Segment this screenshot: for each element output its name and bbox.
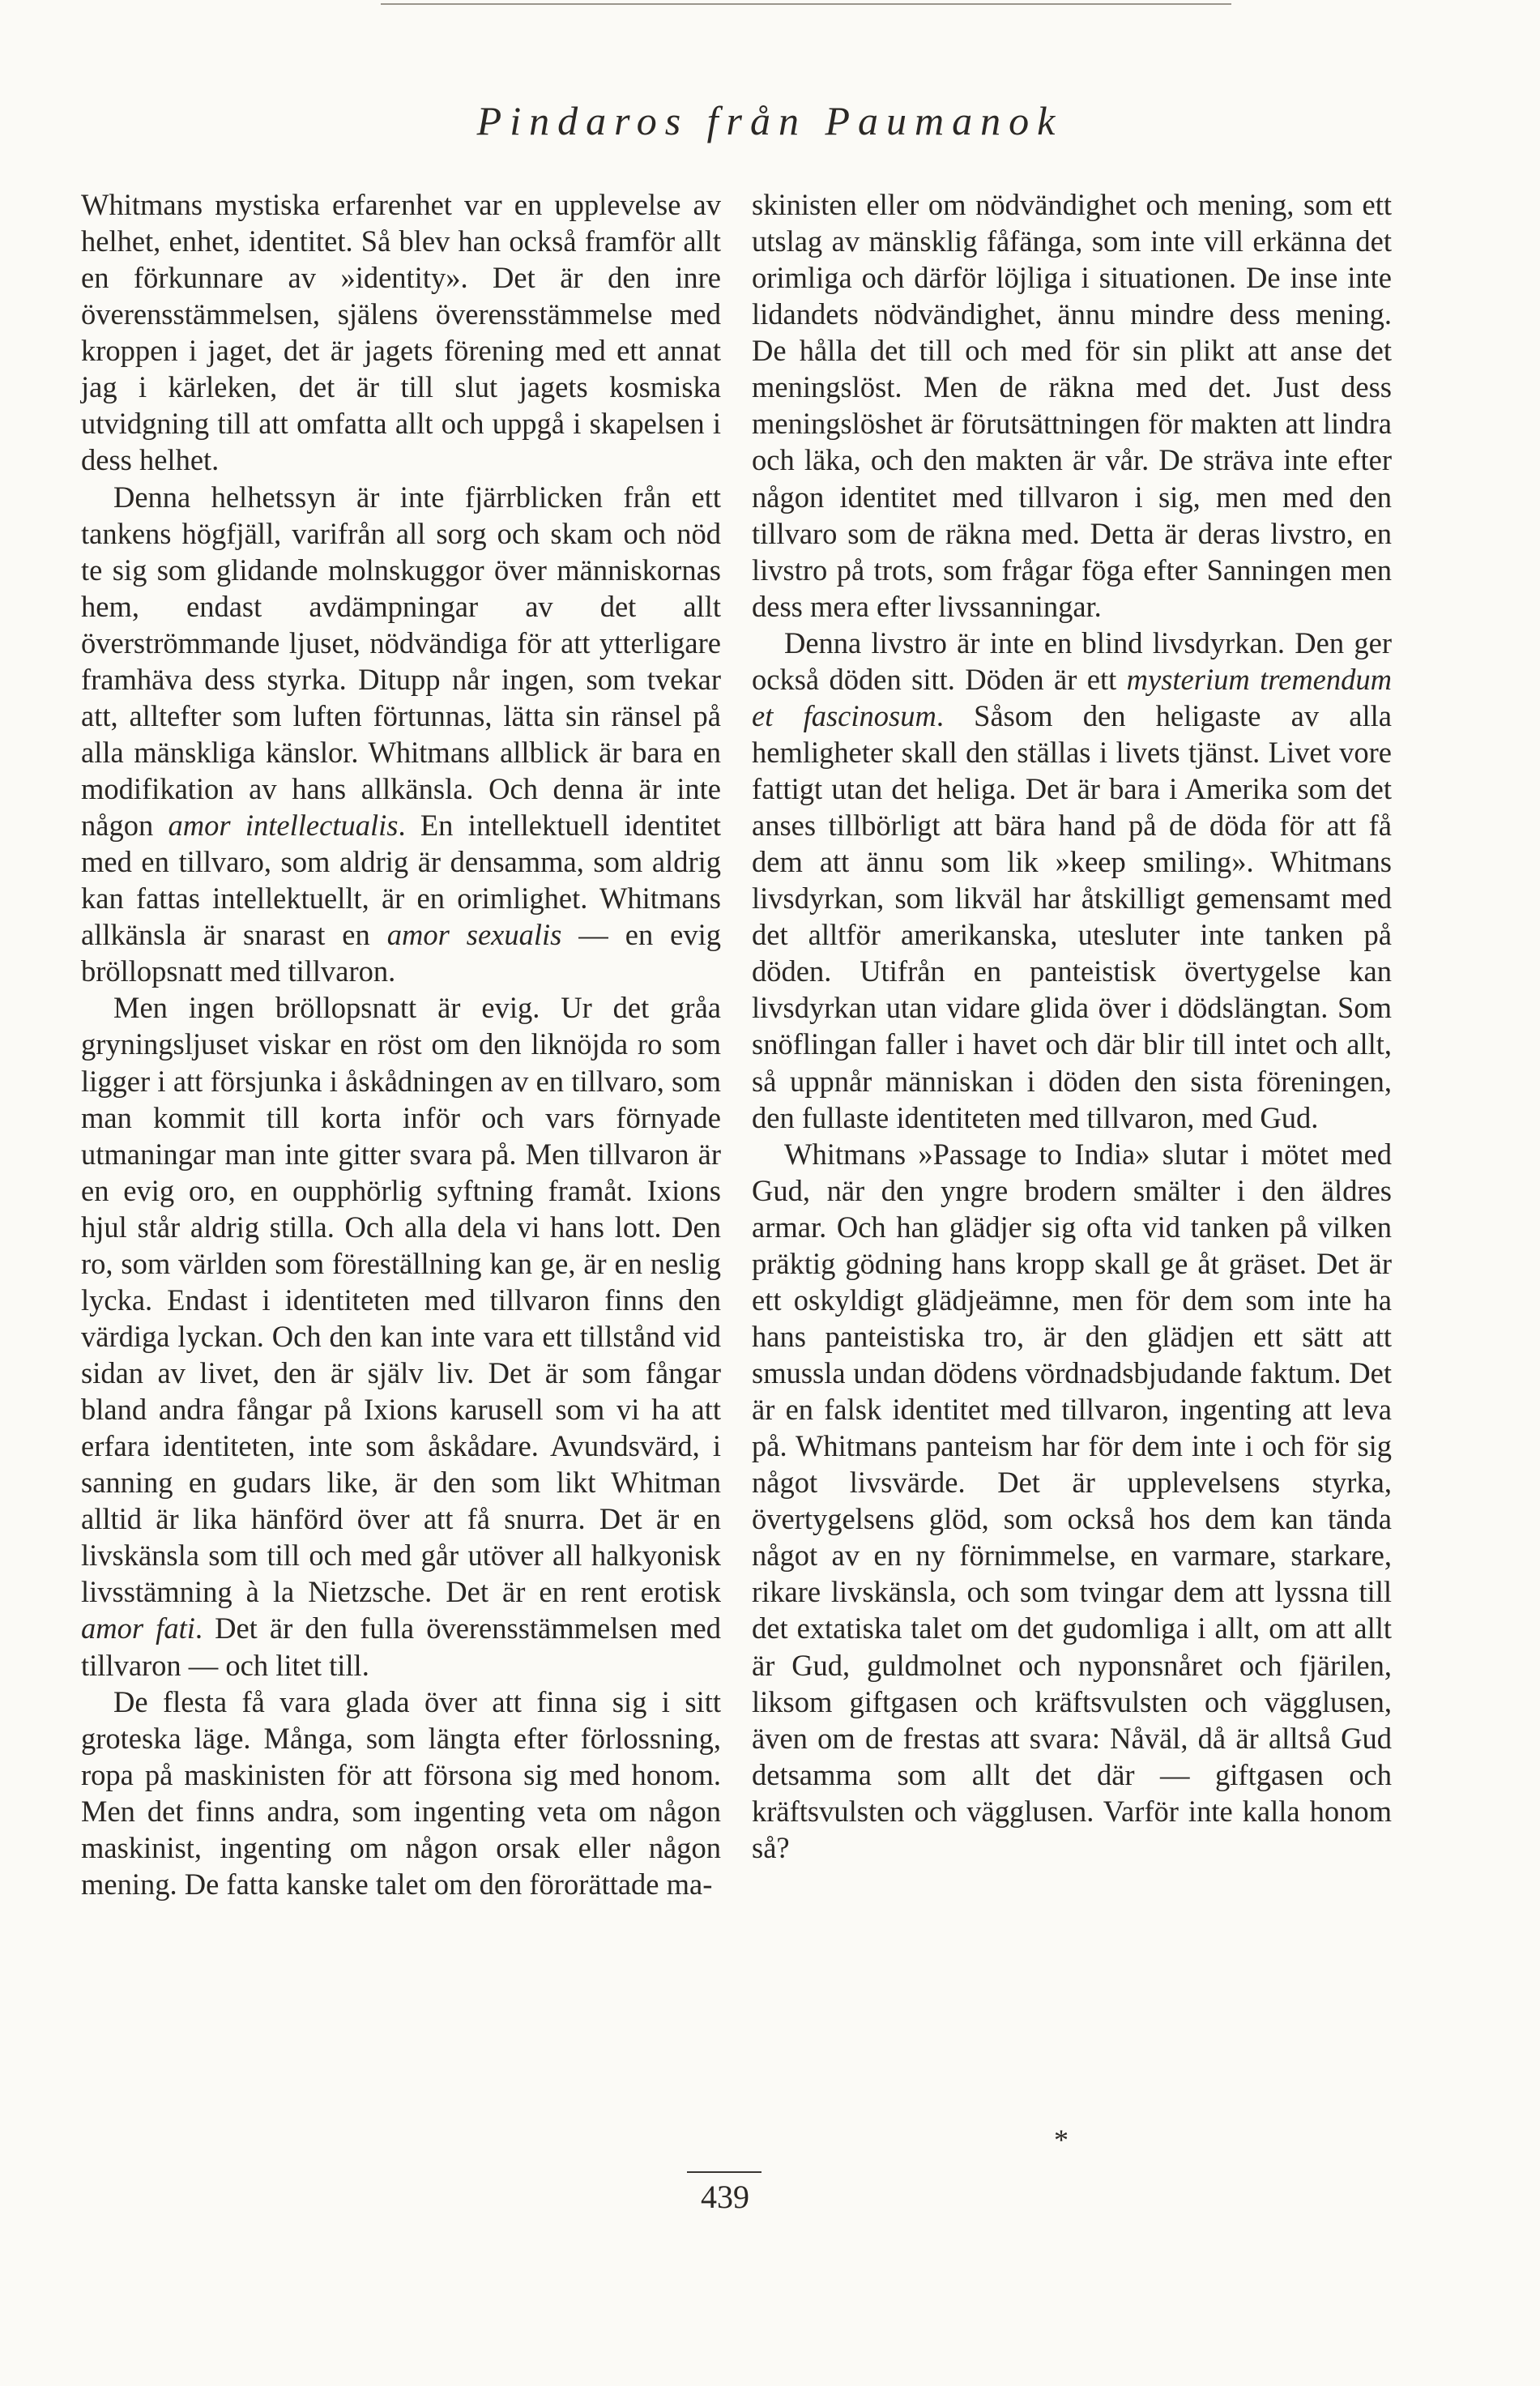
top-rule bbox=[381, 3, 1231, 5]
right-column bbox=[752, 186, 1392, 1866]
latin-phrase: amor sexualis bbox=[386, 918, 562, 952]
page-number-rule bbox=[687, 2171, 761, 2173]
text-run: . Såsom den heligaste av alla hemligheter skall den ställas i livets tjänst. Livet vore fattigt utan det heliga. Det är bara i Amerika som det anses tillbörligt att bära hand på de döda för att få dem att ännu som lik »keep smiling». Whitmans livsdyrkan, som likväl har åtskilligt gemensamt med det alltför amerikanska, utesluter inte tanken på döden. Utifrån en panteistisk övertygelse kan livsdyrkan utan vidare glida över i dödslängtan. Som snöflingan faller i havet och där blir till intet och allt, så uppnår människan i döden den sista föreningen, den fullaste identiteten med tillvaron, med Gud. bbox=[752, 698, 1392, 1134]
paragraph: skinisten eller om nödvändighet och mening, som ett utslag av mänsklig fåfänga, som inte vill erkänna det orimliga och därför löjliga i situationen. De inse inte lidandets nödvändighet, ännu mindre dess mening. De hålla det till och med för sin plikt att anse det meningslöst. Men de räkna med det. Just dess meningslöshet är förutsättningen för makten att lindra och läka, och den makten är vår. De sträva inte efter någon identitet med tillvaron i sig, men med den tillvaro som de räkna med. Detta är deras livstro, en livstro på trots, som frågar föga efter Sanningen men dess mera efter livssanningar. bbox=[752, 188, 1392, 623]
paragraph bbox=[81, 479, 721, 990]
text-run: Men ingen bröllopsnatt är evig. Ur det gråa gryningsljuset viskar en röst om den liknöjda ro som ligger i att försjunka i åskådningen av en tillvaro, som man kommit till korta inför och vars förnyade utmaningar man inte gitter svara på. Men tillvaron är en evig oro, en oupphörlig syftning framåt. Ixions hjul står aldrig stilla. Och alla dela vi hans lott. Den ro, som världen som föreställning kan ge, är en neslig lycka. Endast i identiteten med tillvaron finns den värdiga lyckan. Och den kan inte vara ett tillstånd vid sidan av livet, den är själv liv. Det är som fångar bland andra fångar på Ixions karusell som vi ha att erfara identiteten, inte som åskådare. Avundsvärd, i sanning en gudars like, är den som likt Whitman alltid är lika hänförd över att få snurra. Det är en livskänsla som till och med går utöver all halkyonisk livsstämning à la Nietzsche. Det är en rent erotisk bbox=[81, 991, 721, 1609]
text-run: — en evig bröllopsnatt med tillvaron. bbox=[81, 918, 722, 988]
text-run: . En intellektuell identitet med en tillvaro, som aldrig är densamma, som aldrig kan fattas intellektuellt, är en orimlighet. Whitmans allkänsla är snarast en bbox=[81, 809, 721, 952]
latin-phrase: amor intellectualis bbox=[168, 809, 399, 843]
left-column bbox=[81, 186, 721, 1902]
paragraph bbox=[81, 989, 721, 1683]
text-run: Denna livstro är inte en blind livsdyrkan. Den ger också döden sitt. Döden är ett bbox=[752, 625, 1392, 696]
running-head: Pindaros från Paumanok bbox=[476, 98, 1064, 143]
latin-phrase: amor fati bbox=[81, 1611, 195, 1645]
section-asterism: * bbox=[1054, 2123, 1069, 2156]
paragraph bbox=[752, 625, 1392, 1136]
paragraph: Whitmans mystiska erfarenhet var en upplevelse av helhet, enhet, identitet. Så blev han också framför allt en förkunnare av »identity». Det är den inre överensstämmelsen, själens överensstämmelse med kroppen i jaget, det är jagets förening med ett annat jag i kärleken, det är till slut jagets kosmiska utvidgning till att omfatta allt och uppgå i skapelsen i dess helhet. bbox=[81, 188, 721, 477]
paragraph: Whitmans »Passage to India» slutar i mötet med Gud, när den yngre brodern smälter i den äldres armar. Och han glädjer sig ofta vid tanken på vilken präktig gödning hans kropp skall ge åt gräset. Det är ett oskyldigt glädjeämne, men för dem som inte ha hans panteistiska tro, är den glädjen ett sätt att smussla undan dödens vördnadsbjudande faktum. Det är en falsk identitet med tillvaron, ingenting att leva på. Whitmans panteism har för dem inte i och för sig något livsvärde. Det är upplevelsens styrka, övertygelsens glöd, som också hos dem kan tända något av en ny förnimmelse, en varmare, starkare, rikare livskänsla, och som tvingar dem att lyssna till det extatiska talet om det gudomliga i allt, om att allt är Gud, guldmolnet och nyponsnåret och fjärilen, liksom giftgasen och kräftsvulsten och vägglusen, även om de frestas att svara: Nåväl, då är alltså Gud detsamma som allt det där — giftgasen och kräftsvulsten och vägglusen. Varför inte kalla honom så? bbox=[752, 1137, 1392, 1864]
latin-phrase: mysterium tremendum et fascinosum bbox=[752, 662, 1392, 732]
text-run: . Det är den fulla överensstämmelsen med tillvaron — och litet till. bbox=[81, 1611, 721, 1682]
paragraph: De flesta få vara glada över att finna sig i sitt groteska läge. Många, som längta efter förlossning, ropa på maskinisten för att försona sig med honom. Men det finns andra, som ingenting veta om någon maskinist, ingenting om någon orsak eller någon mening. De fatta kanske talet om den förorättade ma- bbox=[81, 1684, 721, 1901]
text-run: Denna helhetssyn är inte fjärrblicken från ett tankens högfjäll, varifrån all sorg och skam och nöd te sig som glidande molnskuggor över människornas hem, endast avdämpningar av det allt överströmmande ljuset, nödvändiga för att ytterligare framhäva dess styrka. Ditupp når ingen, som tvekar att, alltefter som luften förtunnas, lätta sin ränsel på alla mänskliga känslor. Whitmans allblick är bara en modifikation av hans allkänsla. Och denna är inte någon bbox=[81, 480, 721, 843]
page-number: 439 bbox=[701, 2179, 749, 2215]
